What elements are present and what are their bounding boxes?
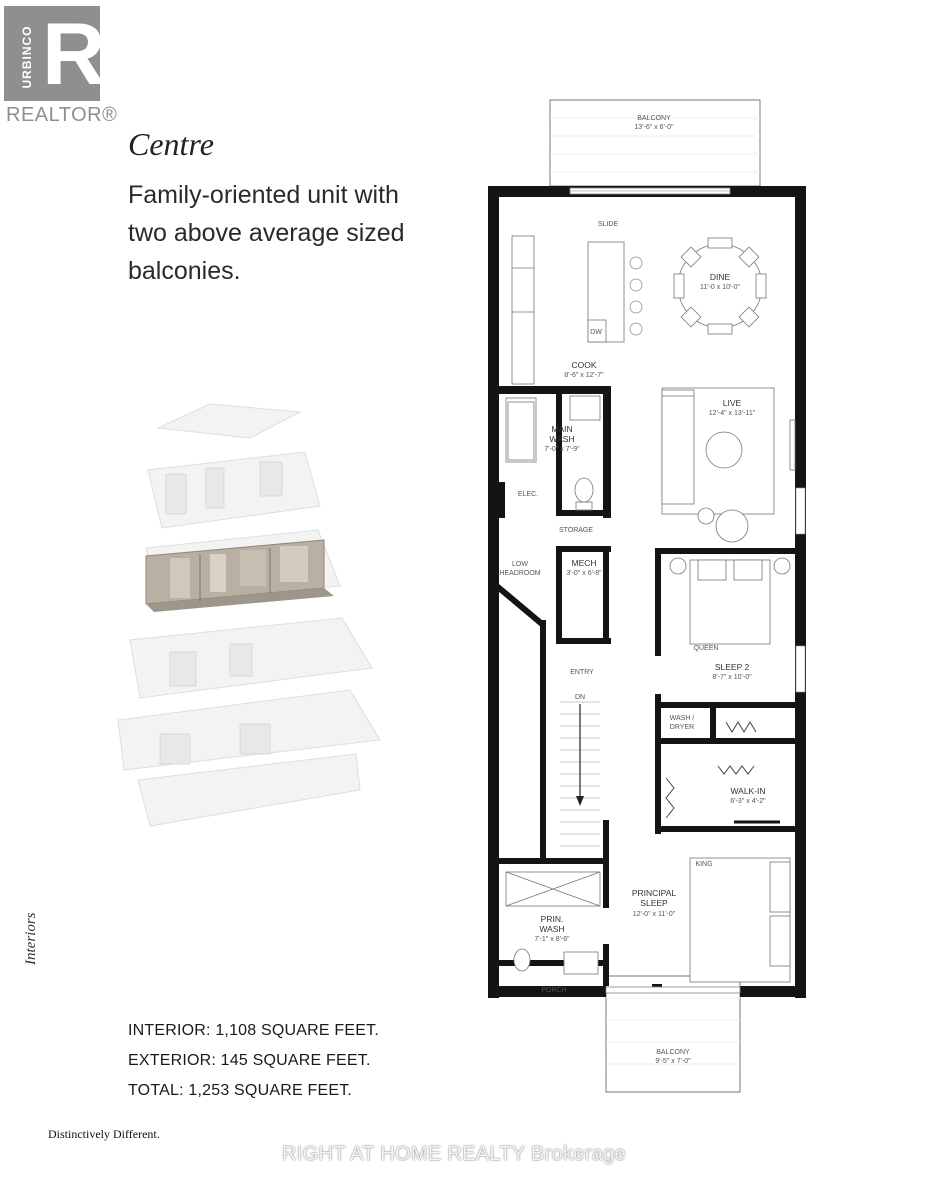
balcony-bottom-size: 9'-5" x 7'-0" (655, 1058, 691, 1065)
porch-label: PORCH (541, 987, 567, 994)
main-wash-label-2: WASH (549, 434, 575, 444)
page-title: Centre (128, 126, 214, 162)
queen-label: QUEEN (693, 645, 719, 652)
washer-label-1: WASH / (669, 715, 695, 722)
low-headroom-label-1: LOW (512, 561, 528, 568)
floor-plan (480, 98, 820, 1098)
elec-label: ELEC. (517, 491, 539, 498)
washer-label-2: DRYER (669, 724, 695, 731)
side-label: Interiors (23, 912, 39, 965)
mech-size: 3'-0" x 6'-8" (566, 570, 602, 577)
sleep2-label: SLEEP 2 (714, 662, 750, 672)
interior-area: INTERIOR: 1,108 SQUARE FEET. (128, 1022, 379, 1039)
principal-label-2: SLEEP (640, 898, 668, 908)
cook-size: 8'-6" x 12'-7" (564, 372, 604, 379)
balcony-top-label: BALCONY (637, 115, 671, 122)
brokerage-watermark: RIGHT AT HOME REALTY Brokerage (282, 1143, 626, 1165)
tagline: Distinctively Different. (48, 1127, 160, 1141)
prin-wash-size: 7'-1" x 8'-6" (534, 936, 570, 943)
live-label: LIVE (722, 398, 742, 408)
walkin-label: WALK-IN (730, 786, 766, 796)
main-wash-label-1: MAIN (551, 424, 573, 434)
live-size: 12'-4" x 13'-11" (708, 410, 756, 417)
storage-label: STORAGE (558, 527, 594, 534)
kitchen-counters (512, 236, 624, 384)
balcony-bottom-area (606, 976, 740, 1092)
realtor-logo[interactable] (4, 4, 106, 103)
logo-letter: R (42, 4, 106, 103)
prin-wash-label-2: WASH (539, 924, 565, 934)
square-footage (128, 1016, 379, 1106)
principal-label-1: PRINCIPAL (631, 888, 677, 898)
prin-wash-label-1: PRIN. (540, 914, 564, 924)
entry-label: ENTRY (570, 669, 594, 676)
main-wash-size: 7'-0" x 7'-9" (544, 446, 580, 453)
isometric-building-illustration (110, 390, 390, 870)
dw-label: DW (590, 329, 602, 336)
total-area: TOTAL: 1,253 SQUARE FEET. (128, 1082, 353, 1099)
cook-label: COOK (571, 360, 597, 370)
balcony-top-size: 13'-6" x 6'-0" (634, 124, 674, 131)
unit-description: Family-oriented unit with two above average sized balconies. (128, 181, 405, 285)
king-label: KING (695, 861, 713, 868)
logo-wordmark: REALTOR® (6, 104, 118, 126)
exterior-area: EXTERIOR: 145 SQUARE FEET. (128, 1052, 371, 1069)
logo-brand: URBINCO (20, 25, 34, 89)
bedroom-furniture (670, 558, 790, 982)
dine-label: DINE (709, 272, 731, 282)
mech-label: MECH (571, 558, 597, 568)
balcony-top-area (550, 100, 760, 186)
sleep2-size: 8'-7" x 10'-0" (712, 674, 752, 681)
dn-label: DN (574, 694, 586, 701)
principal-size: 12'-0" x 11'-0" (632, 911, 676, 918)
slide-label: SLIDE (597, 221, 619, 228)
low-headroom-label-2: HEADROOM (499, 570, 541, 577)
balcony-bottom-label: BALCONY (656, 1049, 690, 1056)
walkin-size: 6'-3" x 4'-2" (730, 798, 766, 805)
dine-size: 11'-0 x 10'-0" (699, 284, 741, 291)
